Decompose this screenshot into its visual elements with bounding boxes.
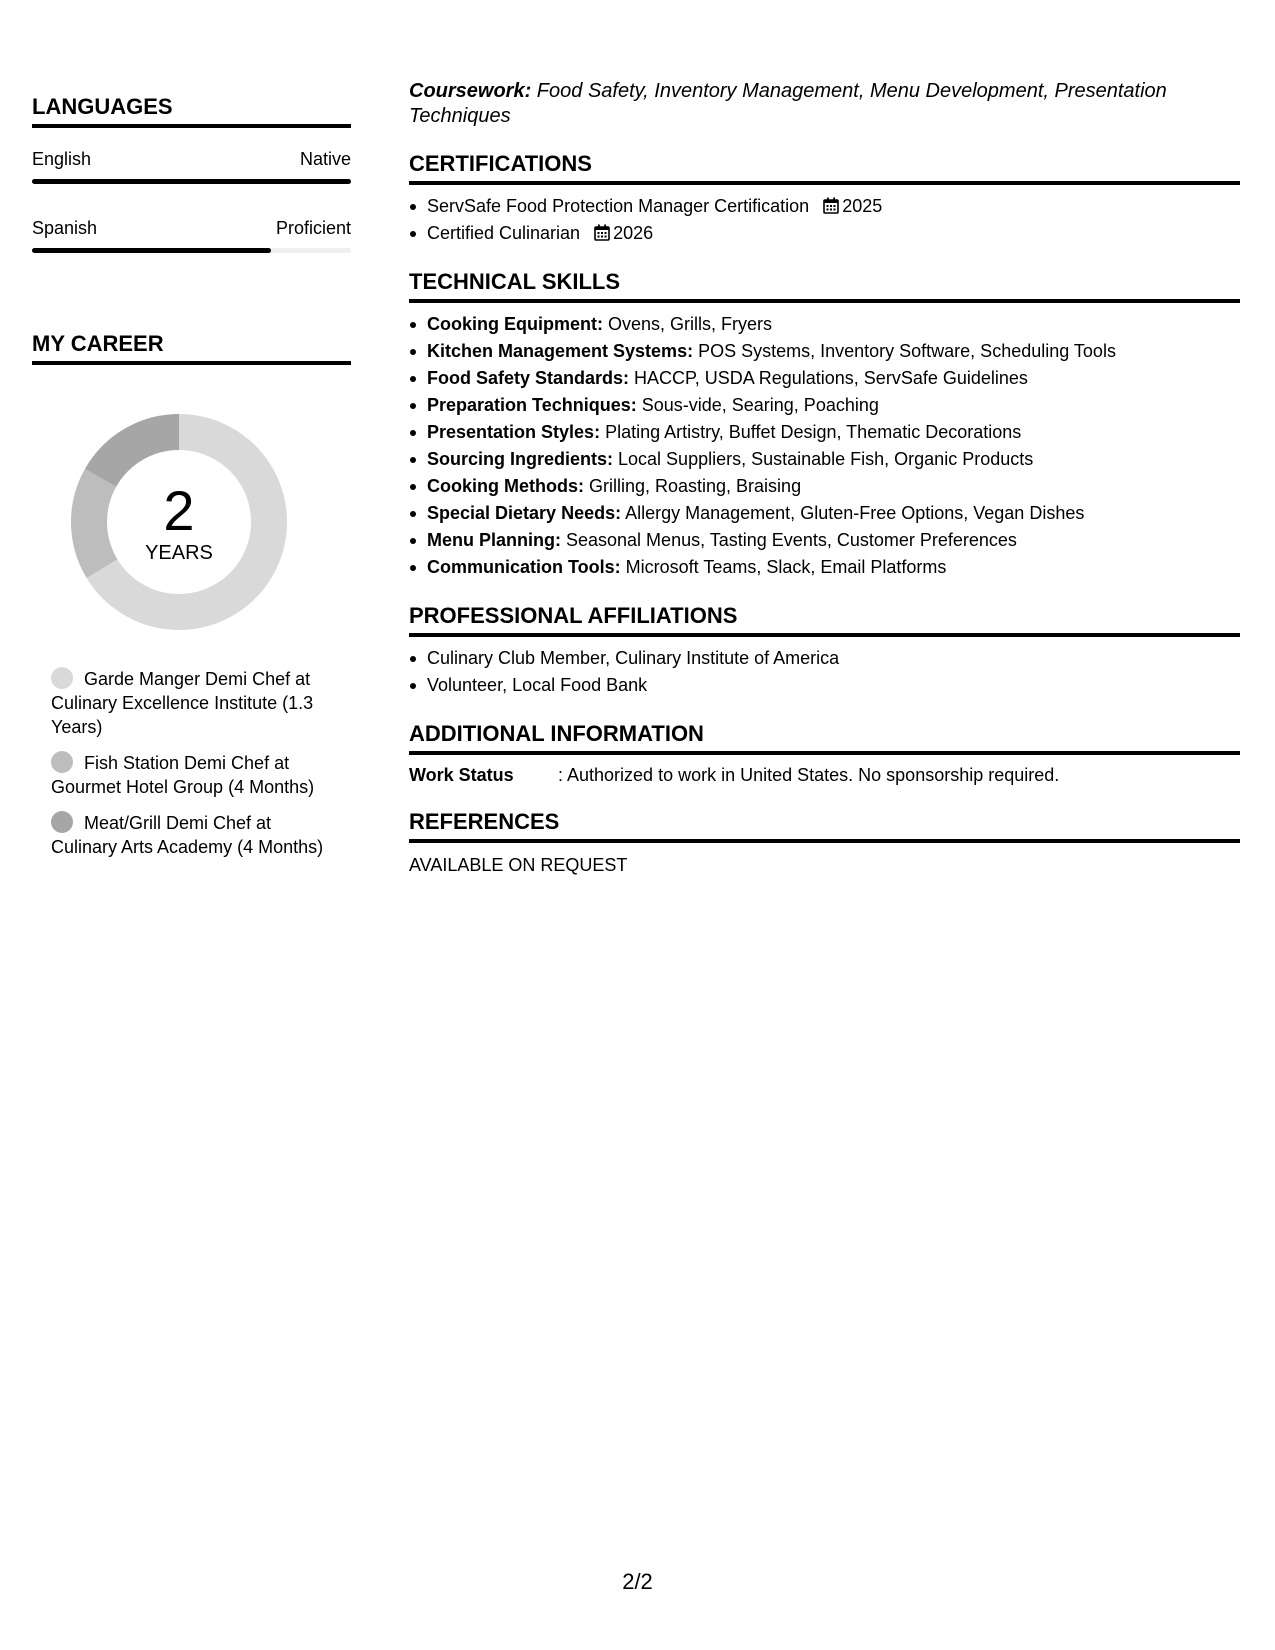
skill-item — [409, 446, 1240, 473]
skill-value: Grilling, Roasting, Braising — [583, 476, 802, 496]
skill-value: Plating Artistry, Buffet Design, Thematic Decorations — [600, 422, 1022, 442]
technical-skills-heading: TECHNICAL SKILLS — [409, 269, 1240, 303]
career-legend-item — [51, 751, 341, 799]
language-bar-fill — [32, 248, 271, 253]
language-name: Spanish — [32, 218, 98, 238]
skill-label: Menu Planning: — [427, 530, 561, 550]
calendar-icon — [594, 224, 610, 241]
coursework-line — [409, 79, 1240, 129]
certification-item — [409, 220, 1240, 247]
skill-item — [409, 311, 1240, 338]
career-total-years: 2 — [163, 479, 195, 542]
skill-label: Presentation Styles: — [427, 422, 601, 442]
skill-label: Food Safety Standards: — [427, 368, 630, 388]
additional-info-section — [409, 721, 1240, 787]
certification-year: 2025 — [842, 196, 883, 216]
skill-item — [409, 365, 1240, 392]
affiliations-section — [409, 603, 1240, 699]
coursework-text: Food Safety, Inventory Management, Menu Development, Presentation Techniques — [409, 80, 1167, 127]
language-level: Native — [299, 149, 351, 169]
skill-item — [409, 338, 1240, 365]
certification-item — [409, 193, 1240, 220]
legend-dot — [51, 667, 73, 689]
affiliations-heading: PROFESSIONAL AFFILIATIONS — [409, 603, 1240, 637]
skill-item — [409, 473, 1240, 500]
technical-skills-list — [409, 311, 1240, 581]
language-row-english — [32, 148, 351, 170]
skill-value: Seasonal Menus, Tasting Events, Customer Preferences — [561, 530, 1017, 550]
career-role-label: Meat/Grill Demi Chef at Culinary Arts Academy (4 Months) — [51, 813, 324, 857]
language-level: Proficient — [275, 218, 351, 238]
skill-label: Special Dietary Needs: — [427, 503, 622, 523]
skill-value: HACCP, USDA Regulations, ServSafe Guidelines — [629, 368, 1028, 388]
skill-label: Sourcing Ingredients: — [427, 449, 614, 469]
certifications-heading: CERTIFICATIONS — [409, 151, 1240, 185]
language-bar-spanish — [32, 248, 351, 253]
skill-item — [409, 527, 1240, 554]
career-legend — [51, 667, 341, 859]
sidebar — [32, 94, 351, 871]
affiliation-item: Volunteer, Local Food Bank — [409, 672, 1240, 699]
skill-label: Communication Tools: — [427, 557, 621, 577]
career-total-unit: YEARS — [145, 542, 213, 564]
language-bar-english — [32, 179, 351, 184]
skill-label: Preparation Techniques: — [427, 395, 637, 415]
career-role-label: Fish Station Demi Chef at Gourmet Hotel Group (4 Months) — [51, 753, 315, 797]
skill-item — [409, 392, 1240, 419]
language-bar-fill — [32, 179, 351, 184]
skill-value: Local Suppliers, Sustainable Fish, Organic Products — [613, 449, 1034, 469]
career-heading: MY CAREER — [32, 331, 351, 365]
career-legend-item — [51, 811, 341, 859]
work-status-row — [409, 763, 1240, 787]
certifications-section — [409, 151, 1240, 247]
coursework-label: Coursework: — [409, 80, 532, 102]
skill-label: Cooking Equipment: — [427, 314, 603, 334]
skill-label: Cooking Methods: — [427, 476, 584, 496]
career-legend-item — [51, 667, 341, 739]
technical-skills-section — [409, 269, 1240, 581]
references-section — [409, 809, 1240, 877]
career-donut-chart — [66, 409, 292, 635]
calendar-icon — [823, 197, 839, 214]
references-text: AVAILABLE ON REQUEST — [409, 855, 628, 875]
additional-info-heading: ADDITIONAL INFORMATION — [409, 721, 1240, 755]
language-name: English — [32, 149, 92, 169]
languages-heading: LANGUAGES — [32, 94, 351, 128]
skill-value: POS Systems, Inventory Software, Scheduling Tools — [693, 341, 1116, 361]
affiliation-item: Culinary Club Member, Culinary Institute of America — [409, 645, 1240, 672]
references-heading: REFERENCES — [409, 809, 1240, 843]
certification-year: 2026 — [613, 223, 654, 243]
donut-center-label — [66, 409, 292, 635]
main-content — [409, 79, 1240, 877]
skill-item — [409, 554, 1240, 581]
skill-value: Sous-vide, Searing, Poaching — [636, 395, 879, 415]
certifications-list — [409, 193, 1240, 247]
certification-name: Certified Culinarian — [427, 223, 581, 243]
skill-value: Allergy Management, Gluten-Free Options, Vegan Dishes — [621, 503, 1085, 523]
work-status-label: Work Status — [409, 765, 514, 785]
legend-dot — [51, 811, 73, 833]
language-row-spanish — [32, 217, 351, 239]
affiliations-list — [409, 645, 1240, 699]
skill-item — [409, 419, 1240, 446]
page-number: 2/2 — [622, 1569, 653, 1594]
legend-dot — [51, 751, 73, 773]
work-status-value: : Authorized to work in United States. No sponsorship required. — [558, 765, 1060, 785]
skill-value: Microsoft Teams, Slack, Email Platforms — [620, 557, 947, 577]
skill-value: Ovens, Grills, Fryers — [602, 314, 772, 334]
certification-name: ServSafe Food Protection Manager Certification — [427, 196, 810, 216]
skill-label: Kitchen Management Systems: — [427, 341, 694, 361]
career-role-label: Garde Manger Demi Chef at Culinary Excellence Institute (1.3 Years) — [51, 669, 314, 737]
skill-item — [409, 500, 1240, 527]
